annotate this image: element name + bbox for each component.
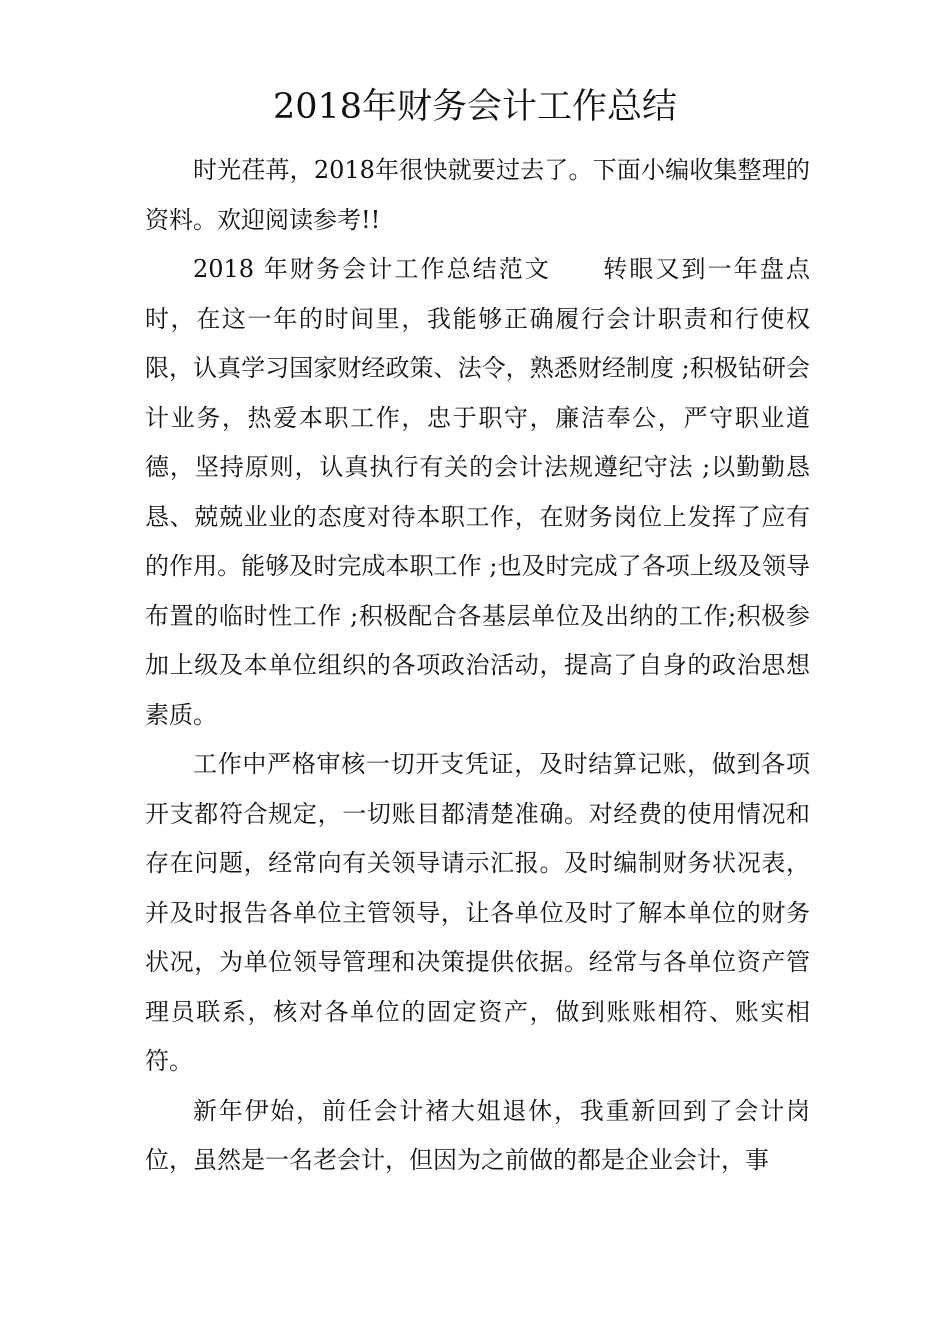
document-body [145,146,810,1186]
paragraph-duties: 2018 年财务会计工作总结范文 转眼又到一年盘点时，在这一年的时间里，我能够正确履行会计职责和行使权限，认真学习国家财经政策、法令，熟悉财经制度 ;积极钻研会计业务，热爱本职工作，忠于职守，廉洁奉公，严守职业道德，坚持原则，认真执行有关的会计法规遵纪守法 ;以勤勤恳恳、兢兢业业的态度对待本职工作，在财务岗位上发挥了应有的作用。能够及时完成本职工作 ;也及时完成了各项上级及领导布置的临时性工作 ;积极配合各基层单位及出纳的工作;积极参加上级及本单位组织的各项政治活动，提高了自身的政治思想素质。 [145,255,810,729]
document-title: 2018年财务会计工作总结 [272,87,678,127]
paragraph-audit: 工作中严格审核一切开支凭证，及时结算记账，做到各项开支都符合规定，一切账目都清楚准确。对经费的使用情况和存在问题，经常向有关领导请示汇报。及时编制财务状况表，并及时报告各单位主管领导，让各单位及时了解本单位的财务状况，为单位领导管理和决策提供依据。经常与各单位资产管理员联系，核对各单位的固定资产，做到账账相符、账实相符。 [145,750,810,1075]
paragraph-intro: 时光荏苒，2018年很快就要过去了。下面小编收集整理的资料。欢迎阅读参考!! [145,156,810,234]
paragraph-new-year: 新年伊始，前任会计褚大姐退休，我重新回到了会计岗位，虽然是一名老会计，但因为之前做的都是企业会计，事 [145,1096,810,1174]
